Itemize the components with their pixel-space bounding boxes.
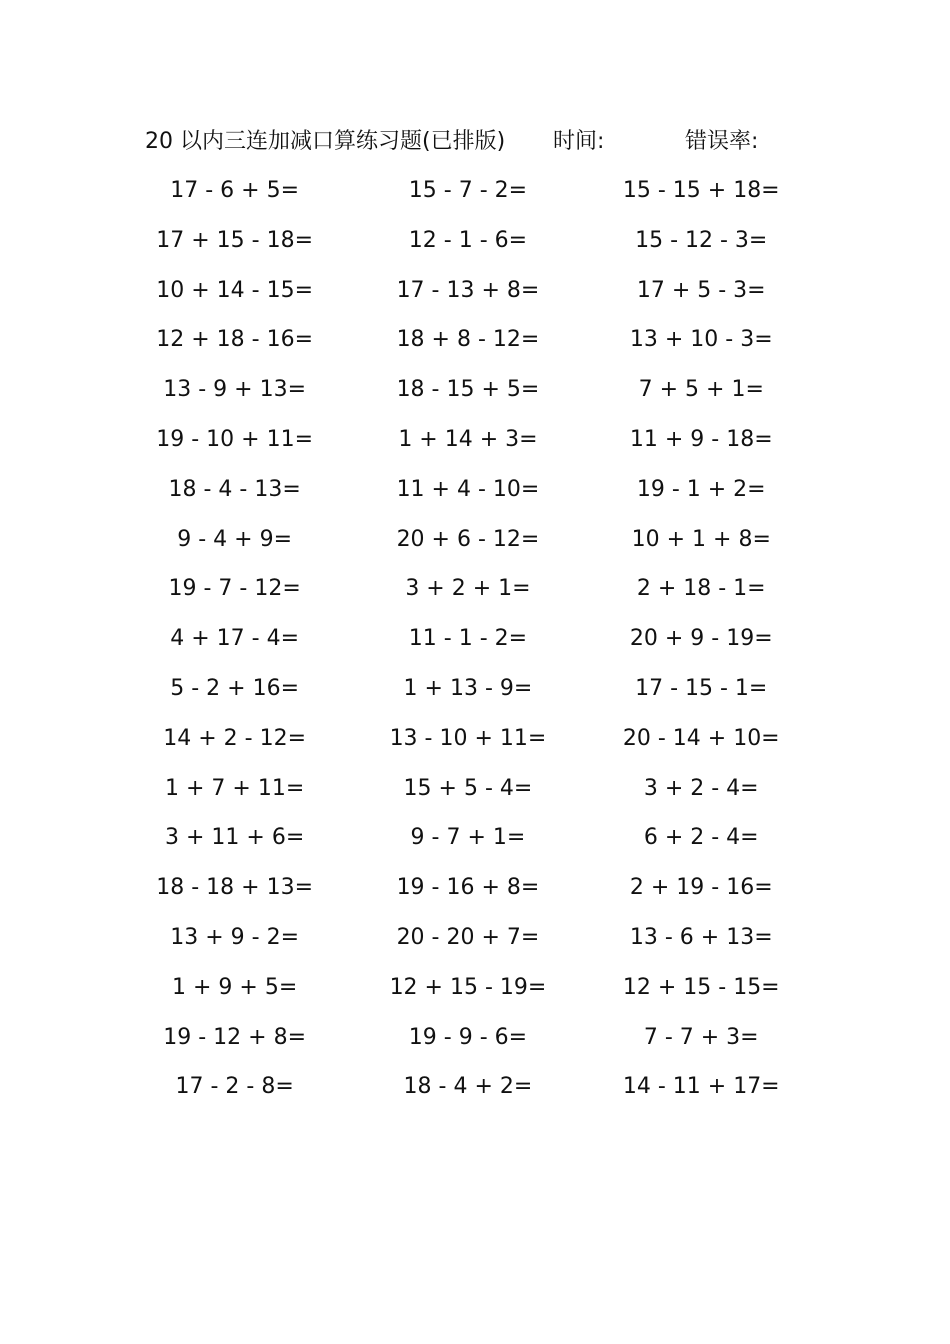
problem: 17 + 15 - 18= [156, 227, 314, 253]
problem: 2 + 19 - 16= [629, 875, 773, 901]
problem: 15 - 15 + 18= [622, 178, 780, 203]
problem-row [118, 274, 818, 324]
problem-row [118, 572, 818, 622]
problem: 19 - 16 + 8= [396, 875, 540, 901]
problem: 9 - 4 + 9= [177, 526, 293, 552]
problem: 1 + 7 + 11= [165, 775, 305, 801]
problem: 14 + 2 - 12= [163, 725, 307, 751]
error-rate-label: 错误率: [685, 129, 759, 154]
problem: 3 + 2 - 4= [643, 775, 759, 801]
problem: 19 - 7 - 12= [168, 576, 301, 602]
problem: 13 - 10 + 11= [389, 725, 547, 751]
problem: 4 + 17 - 4= [170, 626, 300, 652]
problem: 20 + 9 - 19= [629, 626, 773, 652]
problem: 19 - 9 - 6= [408, 1024, 528, 1050]
problem: 17 - 13 + 8= [396, 277, 540, 303]
problem: 13 - 6 + 13= [629, 924, 773, 950]
problem: 12 + 15 - 19= [389, 974, 547, 1000]
problem-row [118, 323, 818, 373]
problem: 11 - 1 - 2= [408, 626, 528, 652]
problem: 5 - 2 + 16= [170, 675, 300, 701]
problem: 7 + 5 + 1= [638, 377, 764, 403]
problem: 18 + 8 - 12= [396, 327, 540, 353]
problem: 13 - 9 + 13= [163, 377, 307, 403]
problem-row [118, 672, 818, 722]
problem: 11 + 4 - 10= [396, 476, 540, 502]
problem-row [118, 523, 818, 573]
problem: 15 - 7 - 2= [408, 178, 528, 203]
problem: 18 - 15 + 5= [396, 377, 540, 403]
problem: 15 - 12 - 3= [635, 227, 768, 253]
problem: 1 + 9 + 5= [172, 974, 298, 1000]
problem: 9 - 7 + 1= [410, 825, 526, 851]
problem: 12 - 1 - 6= [408, 227, 528, 253]
time-label: 时间: [553, 129, 605, 154]
problem-row [118, 871, 818, 921]
problem-row [118, 921, 818, 971]
problem: 20 - 20 + 7= [396, 924, 540, 950]
problem: 18 - 18 + 13= [156, 875, 314, 901]
problem: 10 + 14 - 15= [156, 277, 314, 303]
problem: 17 + 5 - 3= [636, 277, 766, 303]
problem: 6 + 2 - 4= [643, 825, 759, 851]
problem-row [118, 821, 818, 871]
problem: 19 - 1 + 2= [636, 476, 766, 502]
worksheet-title: 20 以内三连加减口算练习题(已排版) [145, 129, 506, 154]
problem: 13 + 9 - 2= [170, 924, 300, 950]
problem: 12 + 18 - 16= [156, 327, 314, 353]
problem: 1 + 13 - 9= [403, 675, 533, 701]
problem: 13 + 10 - 3= [629, 327, 773, 353]
problem: 14 - 11 + 17= [622, 1074, 780, 1100]
problem-row [118, 622, 818, 672]
problem: 7 - 7 + 3= [643, 1024, 759, 1050]
problem: 20 - 14 + 10= [622, 725, 780, 751]
problem: 12 + 15 - 15= [622, 974, 780, 1000]
problem: 15 + 5 - 4= [403, 775, 533, 801]
problem-row [118, 971, 818, 1021]
problem: 20 + 6 - 12= [396, 526, 540, 552]
problem: 18 - 4 - 13= [168, 476, 301, 502]
problem-row [118, 1021, 818, 1071]
problem: 19 - 10 + 11= [156, 426, 314, 452]
problem: 3 + 11 + 6= [165, 825, 305, 851]
problem: 19 - 12 + 8= [163, 1024, 307, 1050]
problem: 17 - 6 + 5= [170, 178, 300, 203]
problem-row [118, 224, 818, 274]
problem-grid [118, 174, 818, 1120]
problem: 18 - 4 + 2= [403, 1074, 533, 1100]
problem-row [118, 772, 818, 822]
problem: 2 + 18 - 1= [636, 576, 766, 602]
problem: 17 - 2 - 8= [175, 1074, 294, 1100]
problem: 17 - 15 - 1= [635, 675, 768, 701]
problem-row [118, 1070, 818, 1120]
problem: 10 + 1 + 8= [631, 526, 771, 552]
problem-row [118, 423, 818, 473]
problem-row [118, 722, 818, 772]
problem-row [118, 373, 818, 423]
problem: 3 + 2 + 1= [405, 576, 531, 602]
problem: 1 + 14 + 3= [398, 426, 538, 452]
problem-row [118, 174, 818, 224]
problem-row [118, 473, 818, 523]
problem: 11 + 9 - 18= [629, 426, 773, 452]
